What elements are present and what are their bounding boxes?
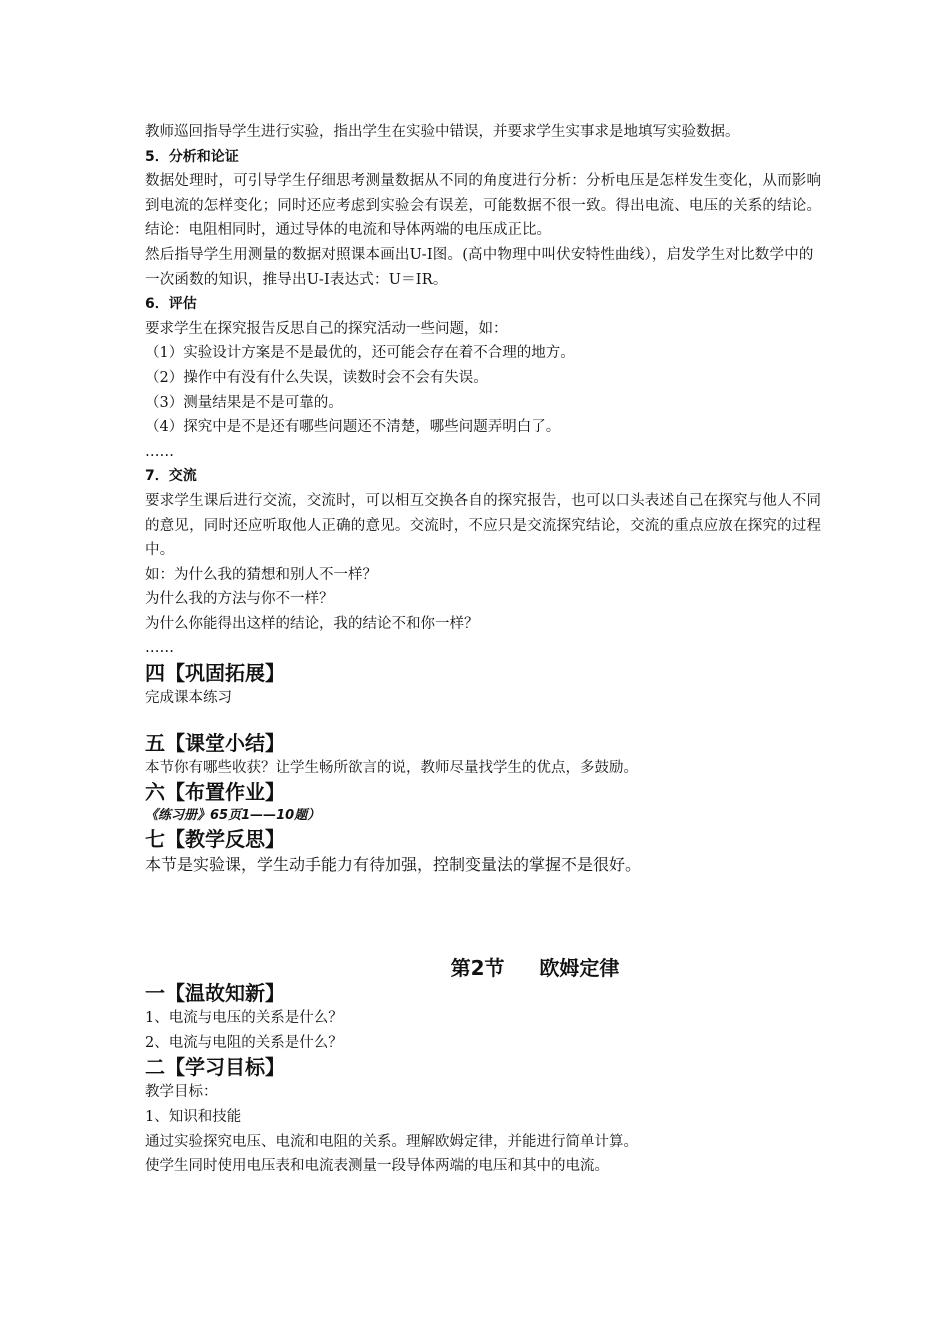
heading-communication: 7．交流 (145, 468, 197, 485)
heading-review: 一【温故知新】 (145, 981, 285, 1006)
heading-objectives: 二【学习目标】 (145, 1055, 285, 1080)
question-line: 为什么你能得出这样的结论，我的结论不和你一样？ (145, 615, 479, 632)
lesson-title: 第2节 欧姆定律 (450, 956, 620, 981)
paragraph-ui-graph: 然后指导学生用测量的数据对照课本画出U-I图。(高中物理中叫伏安特性曲线），启发学生对比数学中的一次函数的知识，推导出U-I表达式：U＝IR。 (145, 246, 814, 288)
heading-reflection: 七【教学反思】 (145, 827, 285, 852)
ellipsis: …… (145, 640, 174, 657)
question-line: 为什么我的方法与你不一样？ (145, 591, 334, 608)
review-question: 2、电流与电阻的关系是什么？ (145, 1034, 343, 1051)
heading-evaluation: 6．评估 (145, 296, 197, 313)
paragraph-evaluation-intro: 要求学生在探究报告反思自己的探究活动一些问题，如： (145, 320, 508, 337)
list-item: （2）操作中有没有什么失误，读数时会不会有失误。 (145, 369, 488, 386)
objectives-item: 通过实验探究电压、电流和电阻的关系。理解欧姆定律，并能进行简单计算。 (145, 1133, 638, 1150)
paragraph-communication: 要求学生课后进行交流，交流时，可以相互交换各自的探究报告，也可以口头表述自己在探究与他人不同的意见，同时还应听取他人正确的意见。交流时，不应只是交流探究结论，交流的重点应放在探究的过程中。 (145, 492, 822, 559)
objectives-item: 1、知识和技能 (145, 1109, 242, 1126)
document-page (145, 120, 825, 1179)
list-item: （1）实验设计方案是不是最优的，还可能会存在着不合理的地方。 (145, 345, 575, 362)
paragraph-teacher-guidance: 教师巡回指导学生进行实验，指出学生在实验中错误，并要求学生实事求是地填写实验数据。 (145, 124, 740, 140)
heading-consolidation: 四【巩固拓展】 (145, 661, 285, 686)
review-question: 1、电流与电压的关系是什么？ (145, 1010, 343, 1027)
paragraph-summary: 本节你有哪些收获？让学生畅所欲言的说，教师尽量找学生的优点，多鼓励。 (145, 759, 638, 776)
list-item: （3）测量结果是不是可靠的。 (145, 394, 343, 411)
objectives-label: 教学目标： (145, 1084, 218, 1101)
question-line: 如：为什么我的猜想和别人不一样？ (145, 566, 377, 583)
ellipsis: …… (145, 443, 174, 460)
paragraph-reflection: 本节是实验课，学生动手能力有待加强，控制变量法的掌握不是很好。 (145, 855, 642, 875)
paragraph-consolidation: 完成课本练习 (145, 690, 232, 707)
paragraph-conclusion: 结论：电阻相同时，通过导体的电流和导体两端的电压成正比。 (145, 222, 551, 239)
list-item: （4）探究中是不是还有哪些问题还不清楚，哪些问题弄明白了。 (145, 419, 561, 436)
paragraph-data-processing: 数据处理时，可引导学生仔细思考测量数据从不同的角度进行分析：分析电压是怎样发生变化，从而影响到电流的怎样变化；同时还应考虑到实验会有误差，可能数据不很一致。得出电流、电压的关系的结论。 (145, 173, 822, 214)
heading-analysis: 5．分析和论证 (145, 148, 239, 165)
objectives-item: 使学生同时使用电压表和电流表测量一段导体两端的电压和其中的电流。 (145, 1158, 609, 1175)
paragraph-homework: 《练习册》65页1——10题） (145, 808, 321, 824)
heading-homework: 六【布置作业】 (145, 780, 285, 805)
heading-summary: 五【课堂小结】 (145, 730, 285, 755)
